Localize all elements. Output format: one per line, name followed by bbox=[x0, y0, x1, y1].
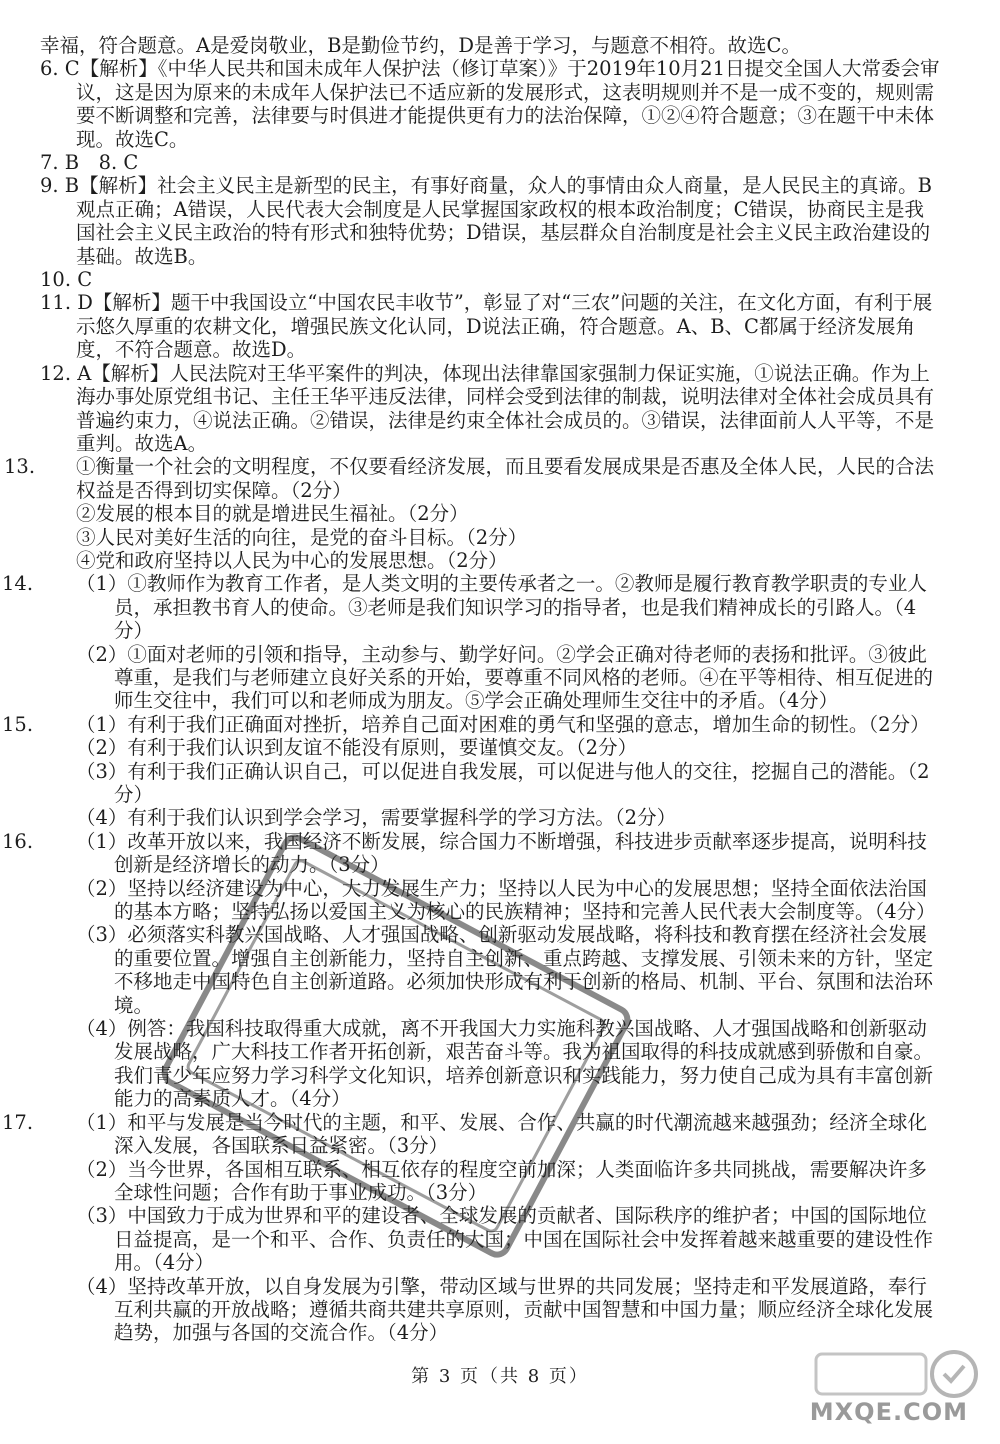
q17-item-4: （4）坚持改革开放，以自身发展为引擎，带动区域与世界的共同发展；坚持走和平发展道路，奉行互利共赢的开放战略；遵循共商共建共享原则，贡献中国智慧和中国力量；顺应经济全球化发展趋势，加强与各国的交流合作。（4分） bbox=[76, 1274, 934, 1345]
answer-q9: 9. B【解析】社会主义民主是新型的民主，有事好商量，众人的事情由众人商量，是人民民主的真谛。B观点正确；A错误，人民代表大会制度是人民掌握国家政权的根本政治制度；C错误，协商民主是我国社会主义民主政治的特有形式和独特优势；D错误，基层群众自治制度是社会主义民主政治建设的基础。故选B。 bbox=[40, 174, 932, 268]
q13-item-4: ④党和政府坚持以人民为中心的发展思想。（2分） bbox=[76, 548, 508, 572]
q16-item-2: （2）坚持以经济建设为中心，大力发展生产力；坚持以人民为中心的发展思想；坚持全面依法治国的基本方略；坚持弘扬以爱国主义为核心的民族精神；坚持和完善人民代表大会制度等。（4分） bbox=[76, 876, 936, 924]
q17-item-3: （3）中国致力于成为世界和平的建设者、全球发展的贡献者、国际秩序的维护者；中国的国际地位日益提高，是一个和平、合作、负责任的大国；中国在国际社会中发挥着越来越重要的建设性作用。（4分） bbox=[76, 1204, 934, 1275]
answer-q7-8: 7. B 8. C bbox=[40, 151, 139, 175]
q15-item-1: （1）有利于我们正确面对挫折，培养自己面对困难的勇气和坚强的意志，增加生命的韧性。（2分） bbox=[76, 712, 930, 736]
watermark-logo bbox=[786, 1344, 986, 1434]
q14-item-2: （2）①面对老师的引领和指导，主动参与、勤学好问。②学会正确对待老师的表扬和批评。③彼此尊重，是我们与老师建立良好关系的开始，要尊重不同风格的老师。④在平等相待、相互促进的师生交往中，我们可以和老师成为朋友。⑤学会正确处理师生交往中的矛盾。（4分） bbox=[76, 642, 934, 713]
answer-q11: 11. D【解析】题干中我国设立“中国农民丰收节”，彰显了对“三农”问题的关注，在文化方面，有利于展示悠久厚重的农耕文化，增强民族文化认同，D说法正确，符合题意。A、B、C都属于经济发展角度，不符合题意。故选D。 bbox=[40, 291, 933, 362]
watermark-text: MXQE.COM bbox=[809, 1398, 968, 1426]
q15-item-3: （3）有利于我们正确认识自己，可以促进自我发展，可以促进与他人的交往，挖掘自己的潜能。（2分） bbox=[76, 759, 930, 806]
q15-item-2: （2）有利于我们认识到友谊不能没有原则，要谨慎交友。（2分） bbox=[76, 736, 638, 760]
q15-item-4: （4）有利于我们认识到学会学习，需要掌握科学的学习方法。（2分） bbox=[76, 806, 677, 830]
q16-item-4: （4）例答：我国科技取得重大成就，离不开我国大力实施科教兴国战略、人才强国战略和创新驱动发展战略，广大科技工作者开拓创新，艰苦奋斗等。我为祖国取得的科技成就感到骄傲和自豪。我们青少年应努力学习科学文化知识，培养创新意识和实践能力，努力使自己成为具有丰富创新能力的高素质人才。（4分） bbox=[76, 1017, 934, 1111]
answer-line-0: 幸福，符合题意。A是爱岗敬业，B是勤俭节约，D是善于学习，与题意不相符。故选C。 bbox=[40, 34, 801, 57]
answer-content bbox=[2, 34, 940, 1345]
q16-item-1: （1）改革开放以来，我国经济不断发展，综合国力不断增强，科技进步贡献率逐步提高，说明科技创新是经济增长的动力。（3分） bbox=[76, 829, 927, 877]
q13-number: 13. bbox=[4, 455, 36, 479]
answer-q12: 12. A【解析】人民法院对王华平案件的判决，体现出法律靠国家强制力保证实施，①说法正确。作为上海办事处原党组书记、主任王华平违反法律，同样会受到法律的制裁，说明法律对全体社会成员具有普遍约束力，④说法正确。②错误，法律是约束全体社会成员的。③错误，法律面前人人平等，不是重判。故选A。 bbox=[40, 361, 935, 455]
answer-q15 bbox=[2, 712, 940, 830]
q13-item-1: ①衡量一个社会的文明程度，不仅要看经济发展，而且要看发展成果是否惠及全体人民，人民的合法权益是否得到切实保障。（2分） bbox=[76, 455, 935, 502]
answer-q14 bbox=[2, 572, 940, 713]
q14-item-1: （1）①教师作为教育工作者，是人类文明的主要传承者之一。②教师是履行教育教学职责的专业人员，承担教书育人的使命。③老师是我们知识学习的指导者，也是我们精神成长的引路人。（4分） bbox=[76, 572, 927, 643]
page-footer: 第 3 页（共 8 页） bbox=[411, 1366, 589, 1387]
q16-number: 16. bbox=[2, 829, 34, 853]
q16-item-3: （3）必须落实科教兴国战略、人才强国战略、创新驱动发展战略，将科技和教育摆在经济社会发展的重要位置。增强自主创新能力，坚持自主创新、重点跨越、支撑发展、引领未来的方针，坚定不移地走中国特色自主创新道路。必须加快形成有利于创新的格局、机制、平台、氛围和法治环境。 bbox=[76, 923, 934, 1017]
q13-item-2: ②发展的根本目的就是增进民生福祉。（2分） bbox=[76, 502, 469, 526]
answer-q10: 10. C bbox=[40, 268, 93, 292]
answer-q16 bbox=[2, 829, 940, 1111]
q15-number: 15. bbox=[2, 712, 34, 736]
q17-number: 17. bbox=[2, 1110, 34, 1134]
answer-q13 bbox=[4, 455, 940, 572]
answer-q17 bbox=[2, 1110, 940, 1345]
q13-item-3: ③人民对美好生活的向往，是党的奋斗目标。（2分） bbox=[76, 525, 528, 549]
q17-item-2: （2）当今世界，各国相互联系、相互依存的程度空前加深；人类面临许多共同挑战，需要解决许多全球性问题；合作有助于事业成功。（3分） bbox=[76, 1157, 927, 1204]
q14-number: 14. bbox=[2, 572, 34, 596]
q17-item-1: （1）和平与发展是当今时代的主题，和平、发展、合作、共赢的时代潮流越来越强劲；经济全球化深入发展，各国联系日益紧密。（3分） bbox=[76, 1110, 927, 1158]
answer-q6: 6. C【解析】《中华人民共和国未成年人保护法（修订草案）》于2019年10月21日提交全国人大常委会审议，这是因为原来的未成年人保护法已不适应新的发展形式，这表明规则并不是一成不变的，规则需要不断调整和完善，法律要与时俱进才能提供更有力的法治保障，①②④符合题意；③在题干中未体现。故选C。 bbox=[40, 57, 940, 151]
